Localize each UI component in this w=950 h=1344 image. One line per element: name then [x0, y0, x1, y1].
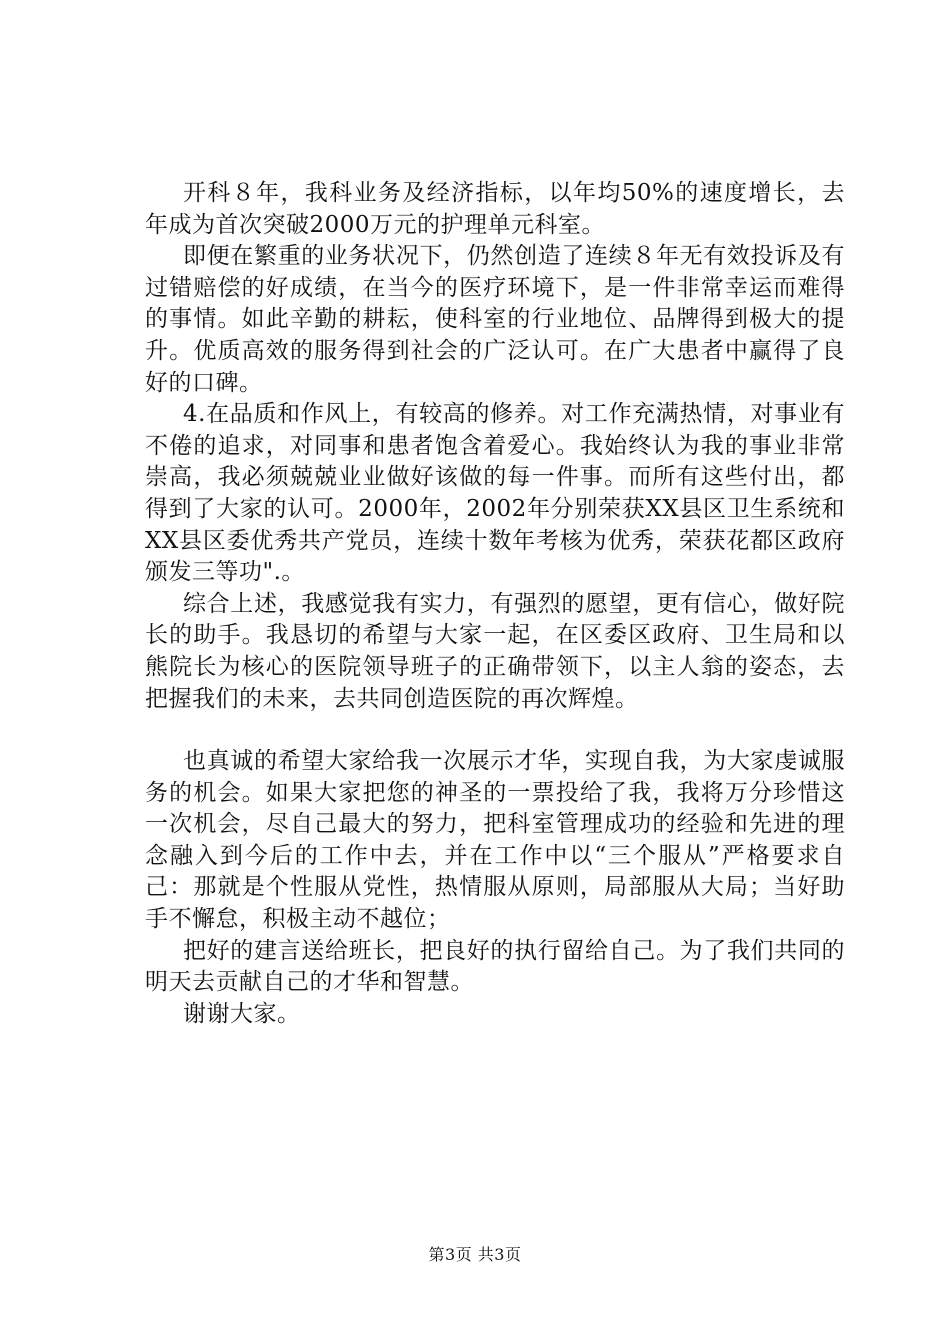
page-footer: 第3页 共3页	[428, 1245, 522, 1264]
paragraph-1: 开科８年，我科业务及经济指标，以年均50%的速度增长，去年成为首次突破2000万元的护理单元科室。	[145, 180, 845, 238]
document-body	[145, 178, 845, 1030]
paragraph-3: 4.在品质和作风上，有较高的修养。对工作充满热情，对事业有不倦的追求，对同事和患者饱含着爱心。我始终认为我的事业非常崇高，我必须兢兢业业做好该做的每一件事。而所有这些付出，都得到了大家的认可。2000年，2002年分别荣获XX县区卫生系统和XX县区委优秀共产党员，连续十数年考核为优秀，荣获花都区政府颁发三等功".。	[145, 401, 845, 586]
paragraph-gap	[145, 715, 845, 746]
paragraph-4: 综合上述，我感觉我有实力，有强烈的愿望，更有信心，做好院长的助手。我恳切的希望与大家一起，在区委区政府、卫生局和以熊院长为核心的医院领导班子的正确带领下，以主人翁的姿态，去把握我们的未来，去共同创造医院的再次辉煌。	[145, 590, 845, 712]
paragraph-2: 即便在繁重的业务状况下，仍然创造了连续８年无有效投诉及有过错赔偿的好成绩，在当今的医疗环境下，是一件非常幸运而难得的事情。如此辛勤的耕耘，使科室的行业地位、品牌得到极大的提升。优质高效的服务得到社会的广泛认可。在广大患者中赢得了良好的口碑。	[145, 243, 845, 396]
paragraph-5: 也真诚的希望大家给我一次展示才华，实现自我，为大家虔诚服务的机会。如果大家把您的神圣的一票投给了我，我将万分珍惜这一次机会，尽自己最大的努力，把科室管理成功的经验和先进的理念融入到今后的工作中去，并在工作中以“三个服从”严格要求自己：那就是个性服从党性，热情服从原则，局部服从大局；当好助手不懈怠，积极主动不越位；	[145, 748, 845, 933]
paragraph-6: 把好的建言送给班长，把良好的执行留给自己。为了我们共同的明天去贡献自己的才华和智慧。	[145, 937, 845, 996]
paragraph-7: 谢谢大家。	[183, 1000, 301, 1027]
